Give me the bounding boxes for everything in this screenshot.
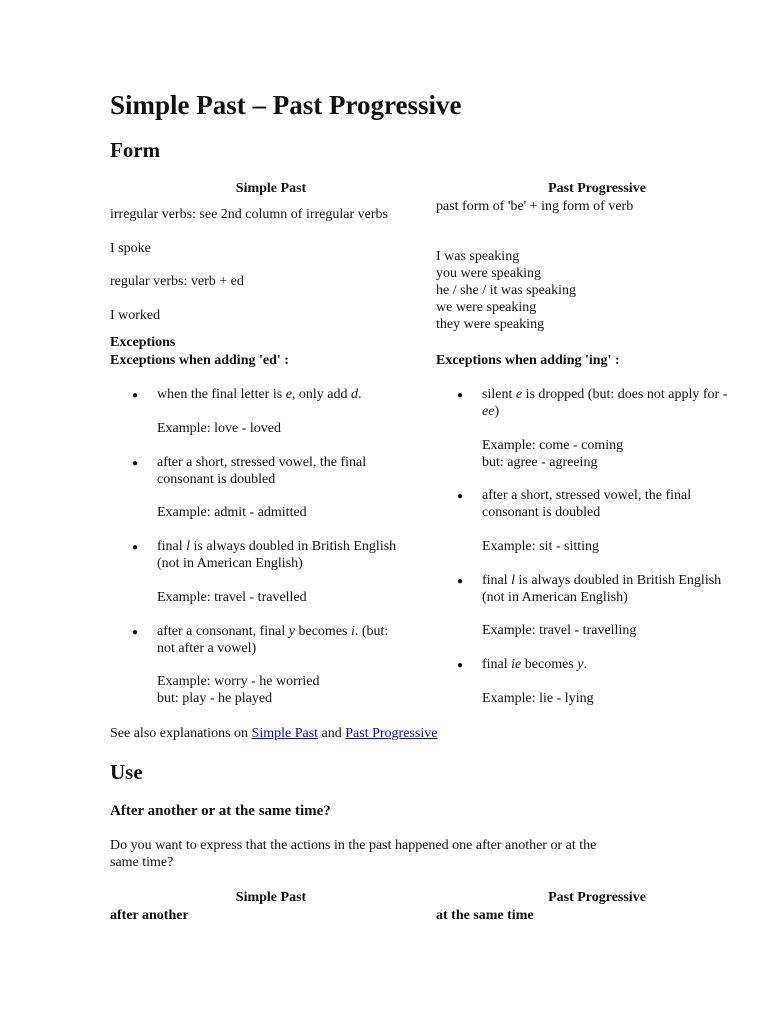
bullet-icon: ● bbox=[457, 660, 464, 671]
exceptions-label: Exceptions bbox=[110, 335, 176, 350]
ed-exception-3: final l is always doubled in British English (not in American English) bbox=[157, 539, 397, 571]
ing-exception-1-example: Example: come - coming but: agree - agreeing bbox=[482, 438, 624, 470]
use-question: Do you want to express that the actions in the past happened one after another or at the same time? bbox=[110, 838, 597, 870]
after-another-label: after another bbox=[110, 908, 189, 923]
bullet-icon: ● bbox=[132, 390, 139, 401]
use-subheading: After another or at the same time? bbox=[110, 803, 331, 819]
bullet-icon: ● bbox=[132, 542, 139, 553]
ed-exception-4-example: Example: worry - he worried but: play - he played bbox=[157, 674, 320, 706]
simple-past-column-heading: Simple Past bbox=[235, 181, 307, 196]
bullet-icon: ● bbox=[457, 390, 464, 401]
bullet-icon: ● bbox=[457, 576, 464, 587]
regular-verbs-rule: regular verbs: verb + ed bbox=[110, 274, 244, 289]
ed-exception-4: after a consonant, final y becomes i. (but: not after a vowel) bbox=[157, 624, 389, 656]
past-progressive-definition: past form of 'be' + ing form of verb bbox=[436, 199, 634, 214]
simple-past-link[interactable]: Simple Past bbox=[251, 726, 319, 741]
ed-exception-1-example: Example: love - loved bbox=[157, 421, 282, 436]
ing-exception-1: silent e is dropped (but: does not apply for - ee) bbox=[482, 387, 728, 419]
ed-exception-2-example: Example: admit - admitted bbox=[157, 505, 307, 520]
page-title: Simple Past – Past Progressive bbox=[110, 90, 462, 120]
conjugation-line: you were speaking bbox=[436, 266, 541, 281]
ing-exceptions-heading: Exceptions when adding 'ing' : bbox=[436, 353, 620, 368]
irregular-verbs-rule: irregular verbs: see 2nd column of irregular verbs bbox=[110, 207, 388, 222]
past-progressive-link[interactable]: Past Progressive bbox=[345, 726, 438, 741]
regular-example: I worked bbox=[110, 308, 161, 323]
past-progressive-column-heading: Past Progressive bbox=[548, 181, 646, 196]
form-heading: Form bbox=[110, 138, 161, 162]
ing-exception-2-example: Example: sit - sitting bbox=[482, 539, 600, 554]
conjugation-list bbox=[436, 248, 576, 333]
bullet-icon: ● bbox=[132, 627, 139, 638]
bullet-icon: ● bbox=[132, 458, 139, 469]
bullet-icon: ● bbox=[457, 491, 464, 502]
ing-exception-4: final ie becomes y. bbox=[482, 657, 587, 672]
use-past-progressive-heading: Past Progressive bbox=[548, 890, 646, 905]
conjugation-line: we were speaking bbox=[436, 300, 537, 315]
use-simple-past-heading: Simple Past bbox=[235, 890, 307, 905]
conjugation-line: they were speaking bbox=[436, 317, 545, 332]
conjugation-line: I was speaking bbox=[436, 249, 520, 264]
see-also-line: See also explanations on Simple Past and Past Progressive bbox=[110, 726, 438, 741]
ing-exception-3: final l is always doubled in British English (not in American English) bbox=[482, 573, 722, 605]
ed-exceptions-heading: Exceptions when adding 'ed' : bbox=[110, 353, 289, 368]
ed-exception-3-example: Example: travel - travelled bbox=[157, 590, 307, 605]
ed-exception-1: when the final letter is e, only add d. bbox=[157, 387, 362, 402]
ing-exception-2: after a short, stressed vowel, the final consonant is doubled bbox=[482, 488, 692, 520]
use-heading: Use bbox=[110, 760, 143, 784]
ed-exception-2: after a short, stressed vowel, the final consonant is doubled bbox=[157, 455, 367, 487]
ing-exception-3-example: Example: travel - travelling bbox=[482, 623, 637, 638]
same-time-label: at the same time bbox=[436, 908, 534, 923]
irregular-example: I spoke bbox=[110, 241, 151, 256]
ing-exception-4-example: Example: lie - lying bbox=[482, 691, 594, 706]
conjugation-line: he / she / it was speaking bbox=[436, 283, 576, 298]
